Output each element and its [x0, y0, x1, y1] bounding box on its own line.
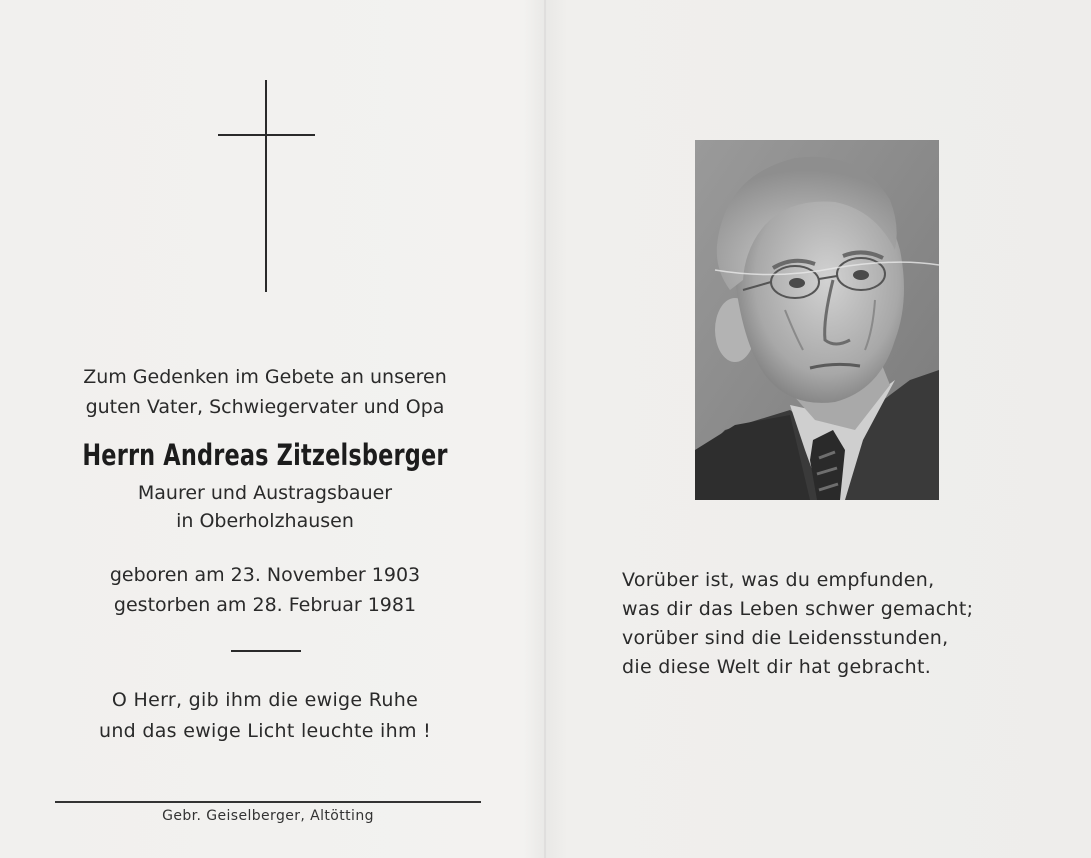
poem-line-2: was dir das Leben schwer gemacht;	[622, 598, 974, 620]
footer-rule	[55, 801, 481, 803]
prayer-line-1: O Herr, gib ihm die ewige Ruhe	[111, 689, 419, 711]
intro-line-1: Zum Gedenken im Gebete an unseren	[83, 366, 447, 388]
printer-credit: Gebr. Geiselberger, Altötting	[162, 808, 374, 824]
life-dates	[30, 560, 500, 620]
intro-line-2: guten Vater, Schwiegervater und Opa	[85, 396, 445, 418]
card-fold	[544, 0, 546, 858]
residence: in Oberholzhausen	[176, 510, 354, 532]
portrait-photo	[695, 140, 939, 500]
prayer-line-2: und das ewige Licht leuchte ihm !	[98, 720, 432, 742]
occupation: Maurer und Austragsbauer	[137, 482, 393, 504]
birth-date: geboren am 23. November 1903	[109, 564, 421, 586]
death-date: gestorben am 28. Februar 1981	[113, 594, 417, 616]
poem-line-1: Vorüber ist, was du empfunden,	[622, 569, 935, 591]
poem	[622, 566, 1062, 682]
deceased-name: Herrn Andreas Zitzelsberger	[82, 438, 448, 472]
portrait-illustration	[695, 140, 939, 500]
prayer-text	[30, 685, 500, 747]
cross-vertical-beam	[265, 80, 267, 292]
cross-horizontal-beam	[218, 134, 315, 136]
poem-line-4: die diese Welt dir hat gebracht.	[622, 656, 932, 678]
deceased-details	[30, 479, 500, 535]
divider	[231, 650, 301, 652]
intro-text	[30, 362, 500, 422]
poem-line-3: vorüber sind die Leidensstunden,	[622, 627, 949, 649]
